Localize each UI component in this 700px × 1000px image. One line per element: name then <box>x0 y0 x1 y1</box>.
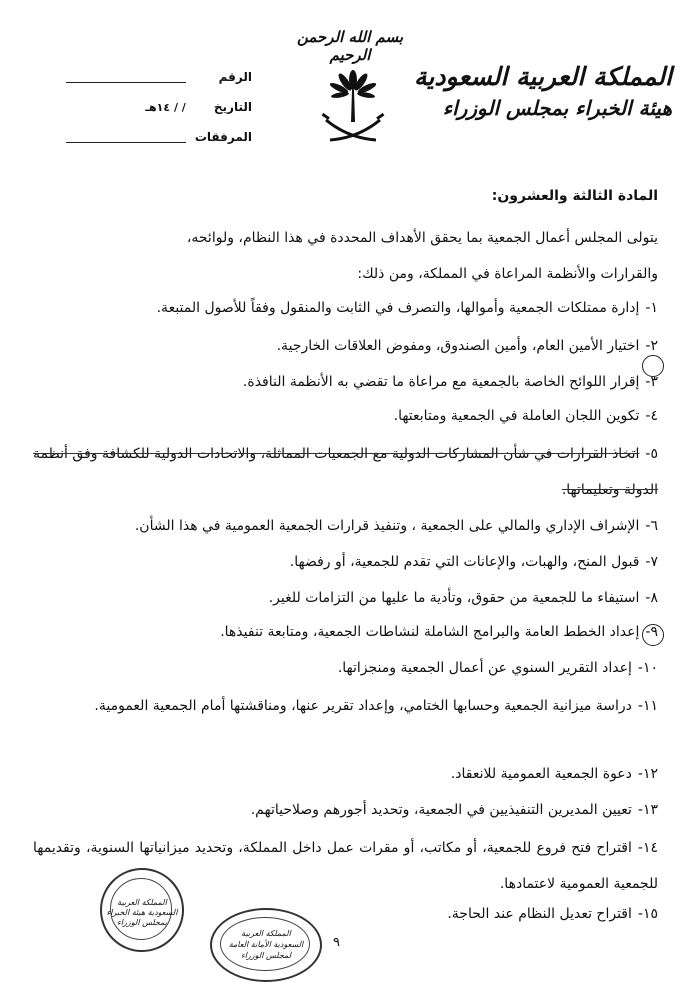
kingdom-name: المملكة العربية السعودية <box>413 62 672 91</box>
list-item: ٧-قبول المنح، والهبات، والإعانات التي تقدم للجمعية، أو رفضها. <box>289 554 658 570</box>
list-item: ١١-دراسة ميزانية الجمعية وحسابها الختامي، وإعداد تقرير عنها، ومناقشتها أمام الجمعية العمومية. <box>94 698 658 714</box>
list-item: ٣-إقرار اللوائح الخاصة بالجمعية مع مراعاة ما تقضي به الأنظمة النافذة. <box>242 374 658 390</box>
attachments-label: المرفقات <box>194 130 252 144</box>
date-field <box>42 100 252 114</box>
list-item: ٤-تكوين اللجان العاملة في الجمعية ومتابعتها. <box>393 408 658 424</box>
list-item: ١٠-إعداد التقرير السنوي عن أعمال الجمعية ومنجزاتها. <box>337 660 658 676</box>
list-item: ٥-اتخاذ القرارات في شأن المشاركات الدولية مع الجمعيات المماثلة، والاتحادات الدولية للكشافة وفق أنظمة الدولة وتعليماتها. <box>33 446 658 498</box>
date-label: التاريخ <box>213 100 252 114</box>
ref-field <box>42 70 252 84</box>
list-item: ٨-استيفاء ما للجمعية من حقوق، وتأدية ما عليها من التزامات للغير. <box>268 590 658 606</box>
official-stamp: المملكة العربية السعودية الأمانة العامة لمجلس الوزراء <box>210 908 322 982</box>
list-item: ١٥-اقتراح تعديل النظام عند الحاجة. <box>447 906 658 922</box>
date-value: / / ١٤هـ <box>145 101 186 114</box>
saudi-emblem-icon <box>318 60 388 160</box>
list-item: ١٤-اقتراح فتح فروع للجمعية، أو مكاتب، أو مقرات عمل داخل المملكة، وتحديد ميزانياتها السنوية، وتقديمها للجمعية العمومية لاعتمادها. <box>33 840 658 892</box>
authority-name: هيئة الخبراء بمجلس الوزراء <box>442 96 672 120</box>
page-number: ٩ <box>333 935 340 950</box>
ref-line <box>66 72 186 83</box>
list-item: ١-إدارة ممتلكات الجمعية وأموالها، والتصرف في الثابت والمنقول وفقاً للأصول المتبعة. <box>156 300 658 316</box>
punch-hole <box>642 355 664 377</box>
list-item: ٢-اختيار الأمين العام، وأمين الصندوق، ومفوض العلاقات الخارجية. <box>276 338 658 354</box>
article-title: المادة الثالثة والعشرون: <box>491 188 658 204</box>
list-item: ٩-إعداد الخطط العامة والبرامج الشاملة لنشاطات الجمعية، ومتابعة تنفيذها. <box>220 624 658 640</box>
ref-label: الرقم <box>218 70 252 84</box>
attachments-field <box>42 130 252 144</box>
attachments-line <box>66 132 186 143</box>
basmala: بسم الله الرحمن الرحيم <box>296 28 404 64</box>
official-stamp: المملكة العربية السعودية هيئة الخبراء بمجلس الوزراء <box>100 868 184 952</box>
list-item: ١٣-تعيين المديرين التنفيذيين في الجمعية، وتحديد أجورهم وصلاحياتهم. <box>250 802 658 818</box>
article-intro-line1: يتولى المجلس أعمال الجمعية بما يحقق الأهداف المحددة في هذا النظام، ولوائحه، <box>186 230 658 246</box>
list-item: ٦-الإشراف الإداري والمالي على الجمعية ، وتنفيذ قرارات الجمعية العمومية في هذا الشأن. <box>134 518 658 534</box>
list-item: ١٢-دعوة الجمعية العمومية للانعقاد. <box>450 766 658 782</box>
article-intro-line2: والقرارات والأنظمة المراعاة في المملكة، ومن ذلك: <box>357 266 658 282</box>
punch-hole <box>642 624 664 646</box>
